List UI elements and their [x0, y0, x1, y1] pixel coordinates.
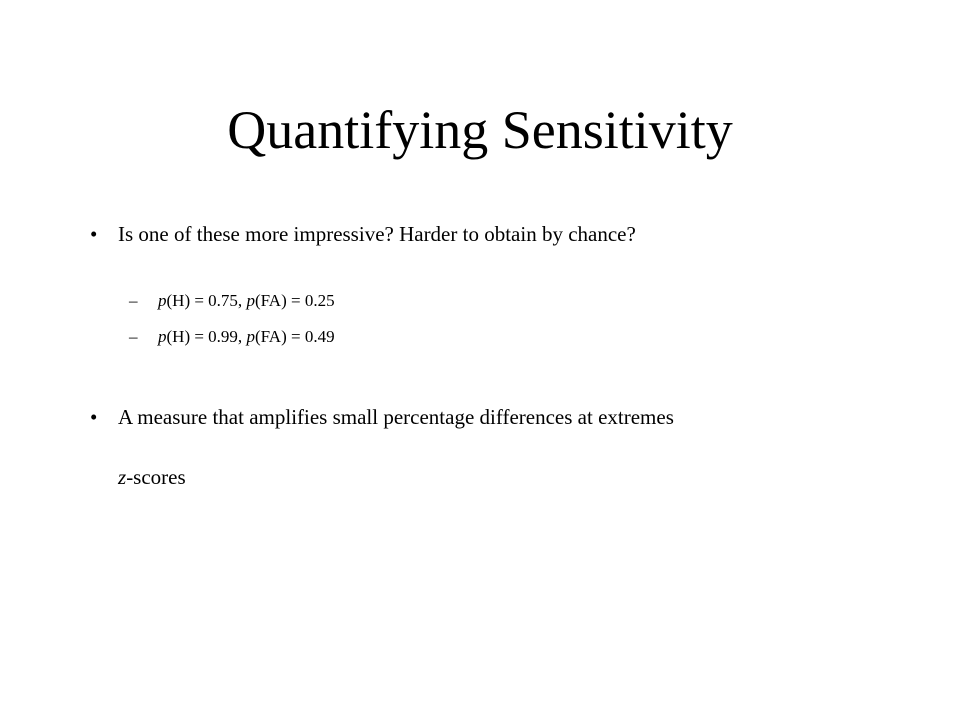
probability-symbol: p: [246, 327, 255, 346]
bullet-item: [90, 221, 636, 247]
z-symbol: z: [118, 465, 127, 489]
probability-symbol: p: [246, 291, 255, 310]
sub-text: (FA) = 0.25: [254, 291, 335, 310]
sub-text: (FA) = 0.49: [254, 327, 335, 346]
bullet-item: [90, 404, 674, 430]
bullet-marker: •: [90, 405, 98, 429]
answer-text: -scores: [126, 465, 186, 489]
sub-item: [129, 326, 335, 348]
bullet-text: A measure that amplifies small percentage differences at extremes: [118, 405, 674, 429]
answer-line: [118, 464, 186, 490]
bullet-text: Is one of these more impressive? Harder to obtain by chance?: [118, 222, 636, 246]
probability-symbol: p: [158, 327, 167, 346]
sub-item: [129, 290, 335, 312]
probability-symbol: p: [158, 291, 167, 310]
sub-text: (H) = 0.99,: [166, 327, 247, 346]
bullet-marker: •: [90, 222, 98, 246]
sub-marker: –: [129, 291, 138, 310]
sub-text: (H) = 0.75,: [166, 291, 247, 310]
slide-title: Quantifying Sensitivity: [227, 100, 733, 160]
sub-marker: –: [129, 327, 138, 346]
